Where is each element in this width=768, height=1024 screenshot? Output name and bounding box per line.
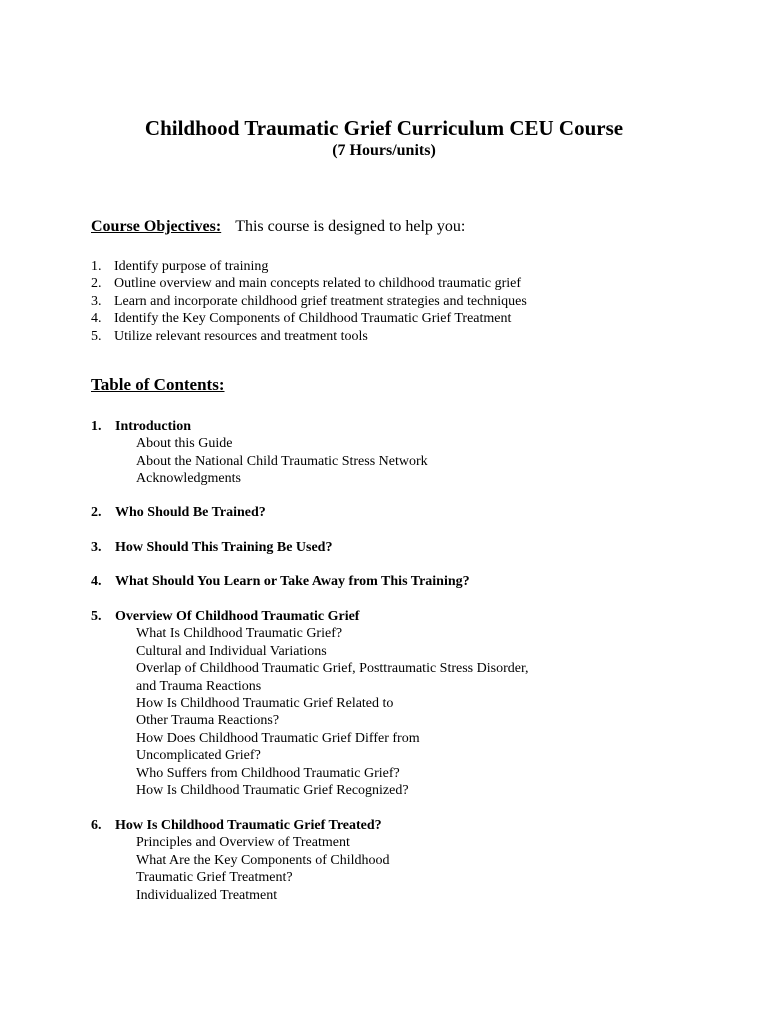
toc-subitem: Acknowledgments <box>136 471 241 487</box>
objective-item <box>91 310 527 327</box>
objective-text: Identify the Key Components of Childhood Traumatic Grief Treatment <box>114 311 512 327</box>
objective-text: Identify purpose of training <box>114 259 269 274</box>
toc-subitem: How Is Childhood Traumatic Grief Related to <box>136 695 394 711</box>
objective-number: 4. <box>91 311 102 327</box>
toc-section-introduction <box>91 418 428 488</box>
toc-section-number: 5. <box>91 609 102 624</box>
toc-section-how-used <box>91 539 332 556</box>
objective-number: 3. <box>91 293 102 309</box>
toc-subitem: Individualized Treatment <box>136 887 278 903</box>
objective-item <box>91 275 527 292</box>
toc-subitem: Who Suffers from Childhood Traumatic Grief? <box>136 765 400 781</box>
toc-section-label: Introduction <box>115 419 191 434</box>
toc-section-who-trained <box>91 504 266 521</box>
toc-subitem: How Does Childhood Traumatic Grief Differ from <box>136 730 420 746</box>
objective-item <box>91 328 527 345</box>
toc-section-label: How Should This Training Be Used? <box>115 540 333 555</box>
toc-section-label: Who Should Be Trained? <box>115 505 266 520</box>
toc-section-number: 4. <box>91 574 102 589</box>
toc-subitem: Principles and Overview of Treatment <box>136 835 350 851</box>
toc-subitem: About the National Child Traumatic Stress Network <box>136 453 428 469</box>
objectives-list <box>91 258 527 345</box>
objective-number: 2. <box>91 276 102 292</box>
toc-section-number: 1. <box>91 419 102 434</box>
objective-number: 1. <box>91 259 102 274</box>
objectives-intro: This course is designed to help you: <box>235 218 466 235</box>
toc-subitem: How Is Childhood Traumatic Grief Recognized? <box>136 782 409 798</box>
toc-section-title <box>91 817 390 834</box>
toc-section-title <box>91 418 428 435</box>
toc-section-title <box>91 608 529 625</box>
objective-item <box>91 293 527 310</box>
toc-section-title <box>91 573 470 590</box>
objectives-label: Course Objectives: <box>91 218 222 235</box>
toc-section-title <box>91 504 266 521</box>
toc-section-treatment <box>91 817 390 904</box>
toc-subitem: What Is Childhood Traumatic Grief? <box>136 626 343 642</box>
toc-section-label: What Should You Learn or Take Away from This Training? <box>115 574 470 589</box>
toc-subitem: What Are the Key Components of Childhood <box>136 852 390 868</box>
toc-subitem: About this Guide <box>136 436 233 452</box>
toc-section-number: 3. <box>91 540 102 555</box>
toc-section-number: 6. <box>91 818 102 833</box>
toc-subitem: Traumatic Grief Treatment? <box>136 870 293 886</box>
toc-subitem: Overlap of Childhood Traumatic Grief, Posttraumatic Stress Disorder, <box>136 661 529 677</box>
toc-section-overview <box>91 608 529 799</box>
objective-number: 5. <box>91 328 102 344</box>
toc-section-label: Overview Of Childhood Traumatic Grief <box>115 609 360 624</box>
objective-text: Outline overview and main concepts related to childhood traumatic grief <box>114 276 522 292</box>
toc-heading: Table of Contents: <box>91 375 225 394</box>
toc-subitem: Uncomplicated Grief? <box>136 748 261 764</box>
toc-section-learn <box>91 573 470 590</box>
document-subtitle: (7 Hours/units) <box>332 142 436 159</box>
toc-section-label: How Is Childhood Traumatic Grief Treated? <box>115 818 382 833</box>
objective-item <box>91 258 527 275</box>
toc-subitem: and Trauma Reactions <box>136 678 262 694</box>
toc-subitem: Cultural and Individual Variations <box>136 643 327 659</box>
toc-subitem: Other Trauma Reactions? <box>136 713 280 729</box>
objective-text: Utilize relevant resources and treatment tools <box>114 328 368 344</box>
document-title: Childhood Traumatic Grief Curriculum CEU Course <box>144 116 624 140</box>
toc-section-title <box>91 539 332 556</box>
objective-text: Learn and incorporate childhood grief treatment strategies and techniques <box>114 293 527 309</box>
toc-section-number: 2. <box>91 505 102 520</box>
objectives-heading <box>91 216 465 238</box>
